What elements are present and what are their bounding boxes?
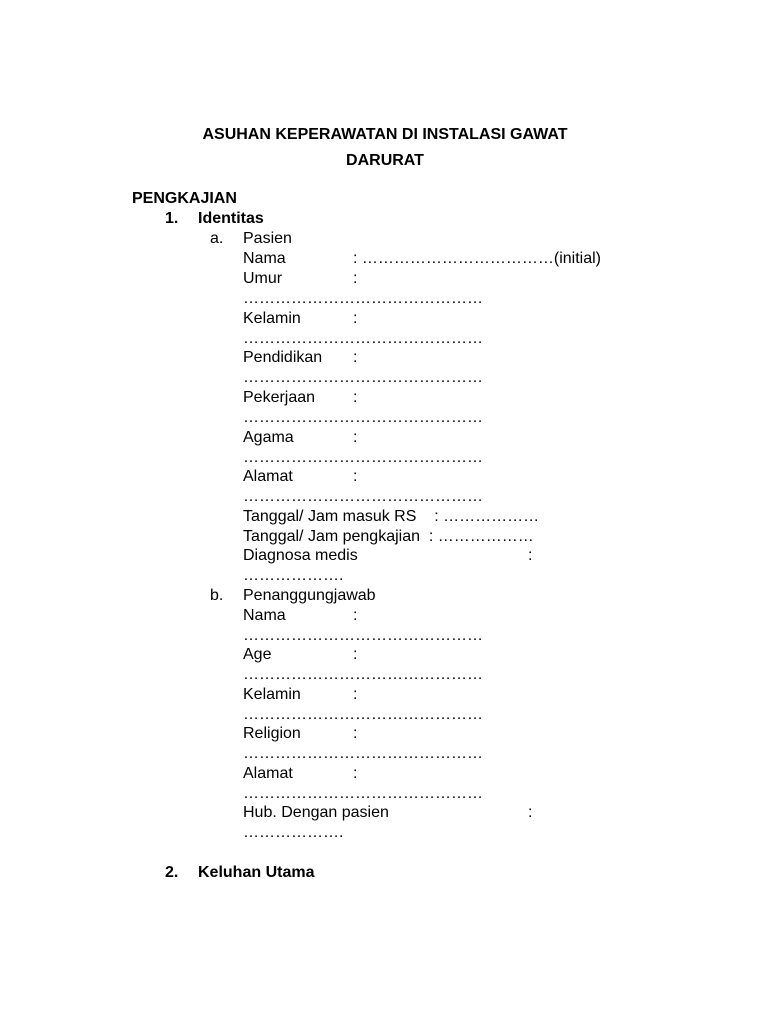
subitem-b-label: Penanggungjawab [243,587,376,604]
blank-line: ……………………………………… [243,290,483,307]
colon: : [528,804,533,821]
subitem-b-letter: b. [210,587,224,604]
section-heading-pengkajian: PENGKAJIAN [132,190,237,207]
colon: : [353,765,358,782]
blank-line: ……………………………………… [243,745,483,762]
responsible-age-label: Age [243,646,272,663]
subitem-a-letter: a. [210,230,224,247]
patient-diagnosa-label: Diagnosa medis [243,547,358,564]
blank-line: ……………………………………… [243,666,483,683]
colon: : [528,547,533,564]
patient-kelamin-label: Kelamin [243,310,301,327]
colon: : [353,310,358,327]
patient-tanggal-masuk: Tanggal/ Jam masuk RS : ……………… [243,508,540,525]
patient-agama-label: Agama [243,429,294,446]
blank-line-short: ………………. [243,824,344,841]
blank-line: ……………………………………… [243,488,483,505]
patient-nama-label: Nama [243,250,286,267]
blank-line: ……………………………………… [243,330,483,347]
colon: : [353,349,358,366]
colon: : [353,725,358,742]
blank-line: ……………………………………… [243,409,483,426]
item-2-number: 2. [165,864,179,881]
item-2-label: Keluhan Utama [198,864,315,881]
responsible-nama-label: Nama [243,607,286,624]
colon: : [353,429,358,446]
blank-line-short: ………………. [243,567,344,584]
item-1-label: Identitas [198,210,264,227]
responsible-alamat-label: Alamat [243,765,293,782]
blank-line: ……………………………………… [243,706,483,723]
colon: : [353,270,358,287]
colon: : [353,646,358,663]
patient-pekerjaan-label: Pekerjaan [243,389,316,406]
patient-umur-label: Umur [243,270,283,287]
blank-line: ……………………………………… [243,369,483,386]
colon: : [353,607,358,624]
patient-tanggal-pengkajian: Tanggal/ Jam pengkajian : ……………… [243,528,534,545]
patient-alamat-label: Alamat [243,468,293,485]
colon: : [353,389,358,406]
item-1-number: 1. [165,210,179,227]
blank-line: ……………………………………… [243,785,483,802]
colon: : [353,686,358,703]
colon: : [353,468,358,485]
title-line-2: DARURAT [346,152,424,169]
responsible-hub-label: Hub. Dengan pasien [243,804,389,821]
blank-line: ……………………………………… [243,627,483,644]
responsible-religion-label: Religion [243,725,301,742]
document-title [120,122,650,174]
patient-nama-value: : ………………………………(initial) [353,250,602,267]
blank-line: ……………………………………… [243,449,483,466]
patient-pendidikan-label: Pendidikan [243,349,323,366]
title-line-1: ASUHAN KEPERAWATAN DI INSTALASI GAWAT [202,126,568,143]
responsible-kelamin-label: Kelamin [243,686,301,703]
subitem-a-label: Pasien [243,230,292,247]
